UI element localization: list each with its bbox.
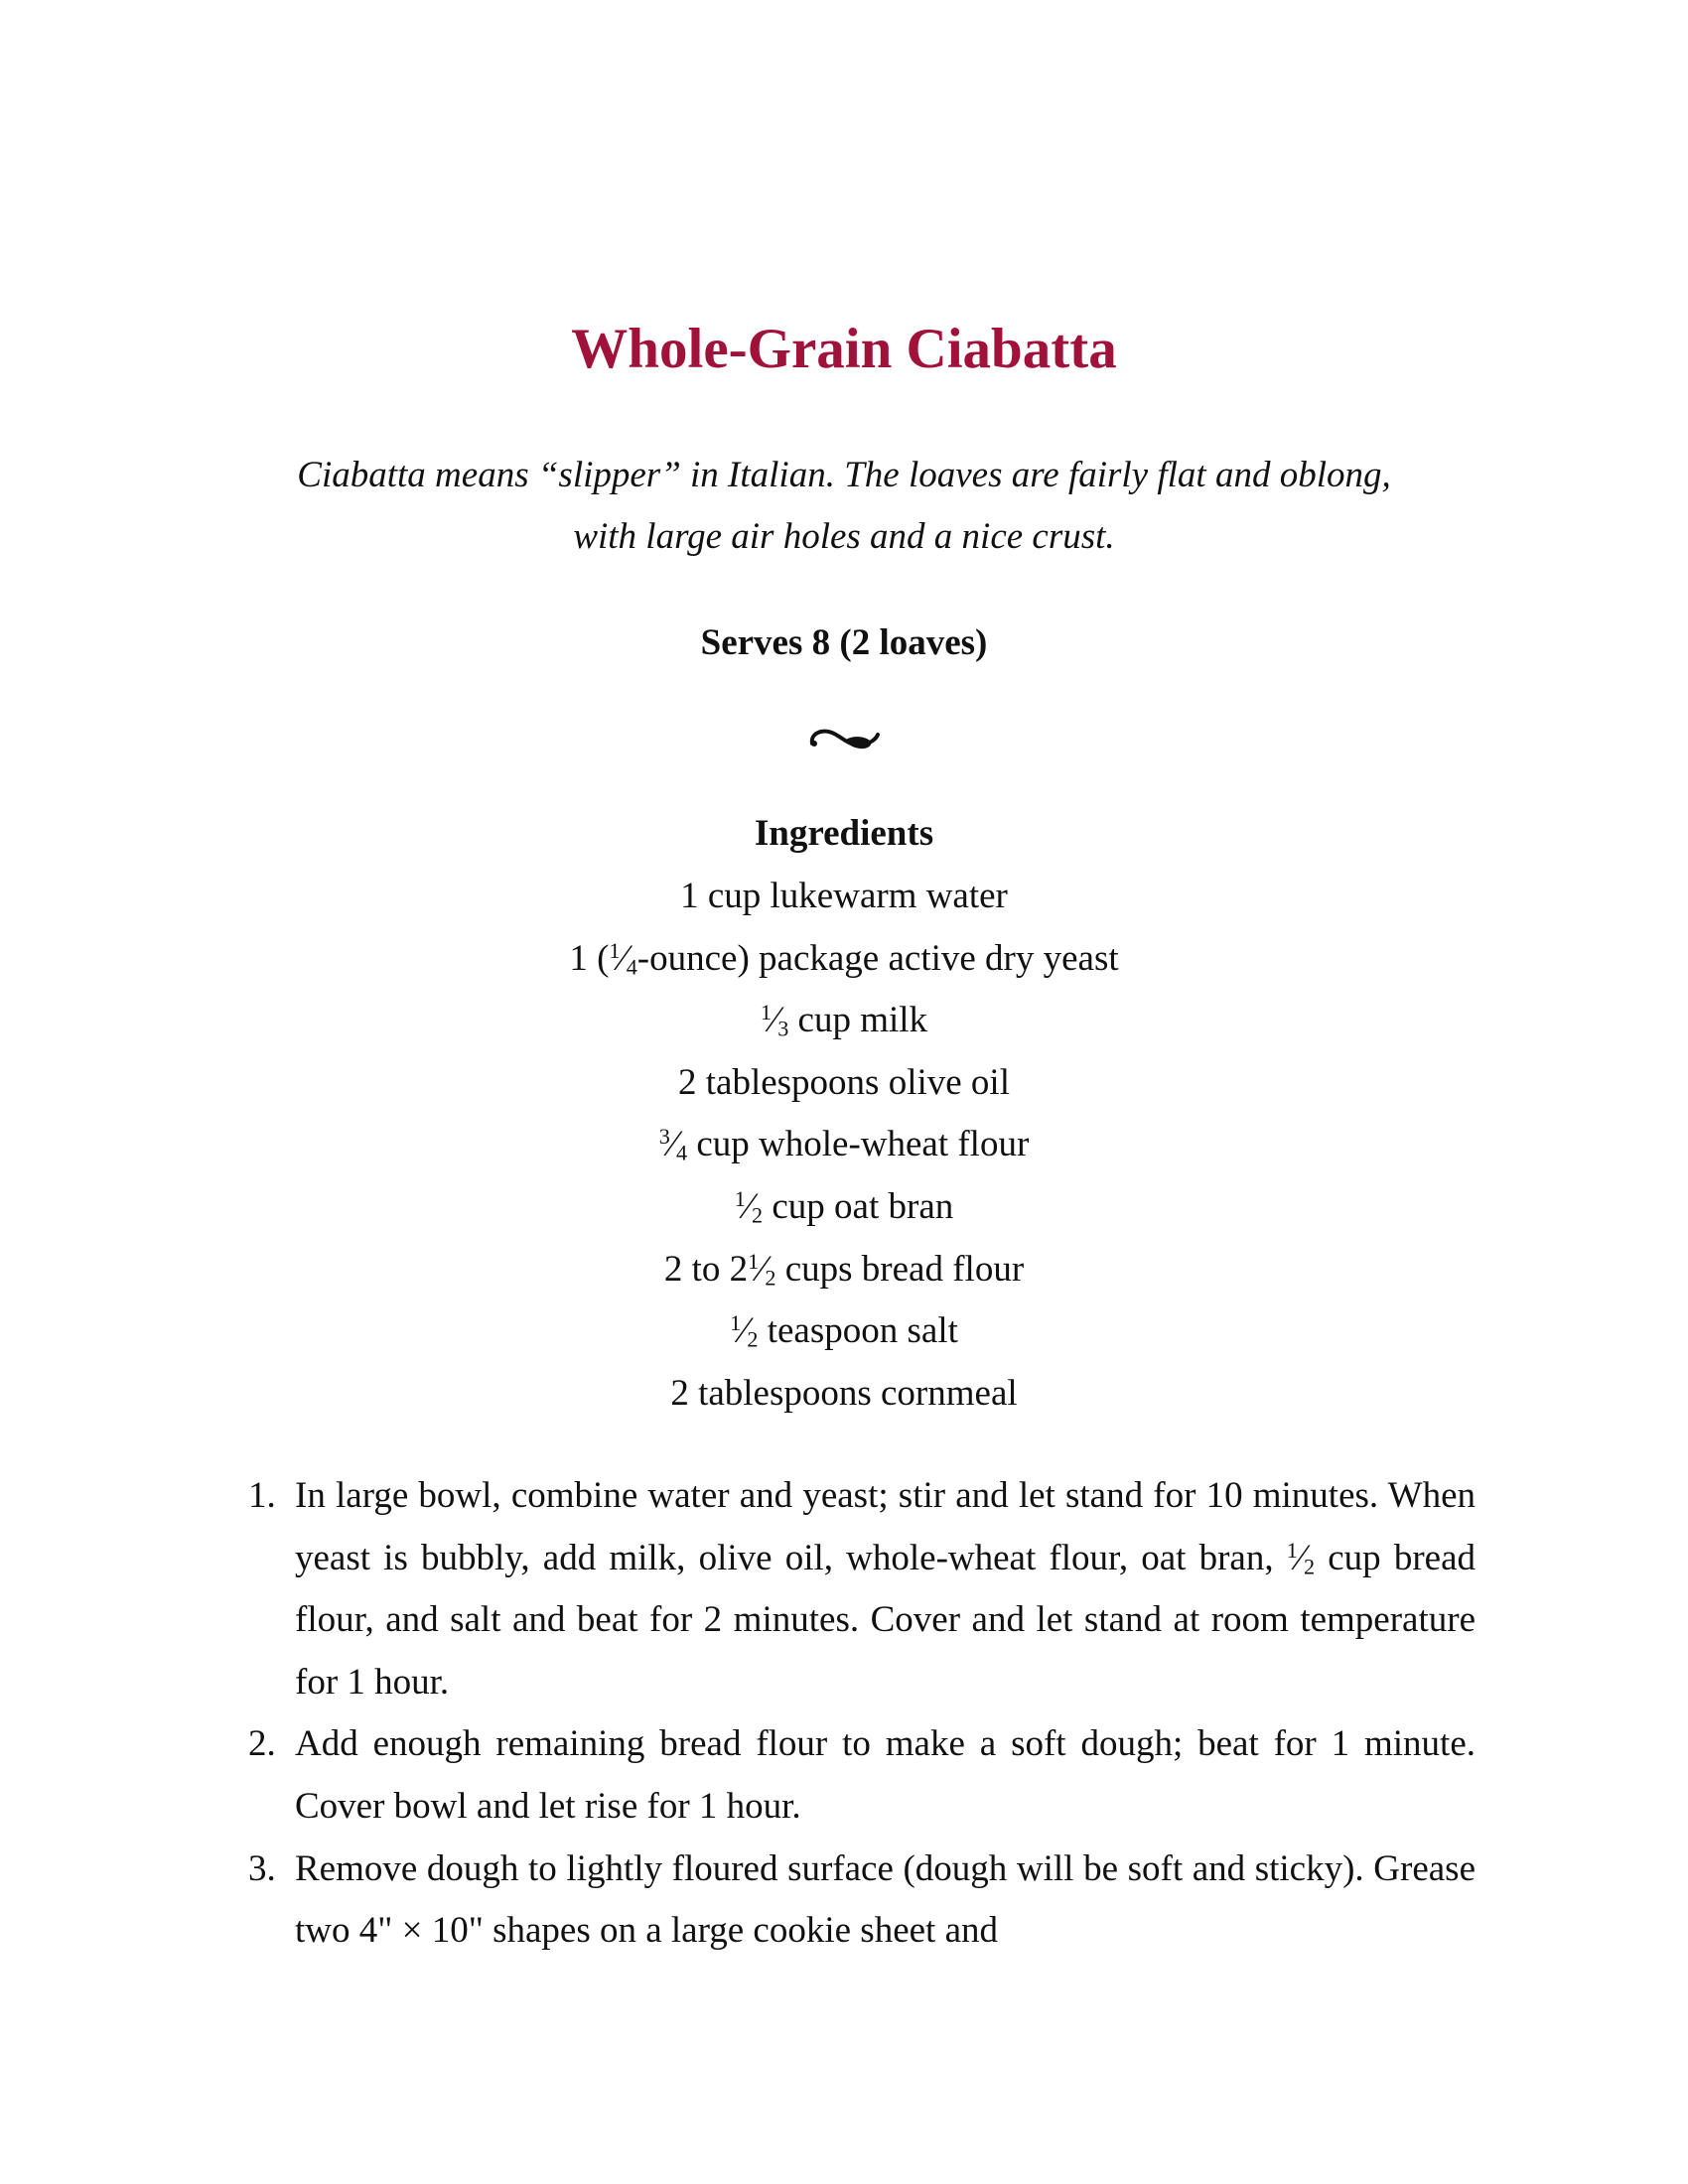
ingredient-text-rest: -ounce) package active dry yeast [636,937,1119,979]
step-text: Remove dough to lightly floured surface (dough will be soft and sticky). Grease two 4" × 10" shapes on a large cookie sheet and [295,1847,1476,1952]
ingredient-item [0,928,1688,991]
fraction-numerator: 1 [609,937,621,963]
ingredient-item [0,990,1688,1052]
fraction: $^1⁄_2$ [734,1185,764,1228]
ingredient-text-rest: teaspoon salt [758,1310,958,1352]
step-text: Add enough remaining bread flour to make a soft dough; beat for 1 minute. Cover bowl and let rise for 1 hour. [295,1723,1476,1827]
fraction-denominator: 3 [777,1016,789,1041]
fraction-denominator: 4 [626,954,637,980]
fraction-numerator: 1 [1286,1537,1298,1563]
intro-line-2: with large air holes and a nice crust. [573,516,1115,557]
fraction-numerator: 3 [658,1124,670,1150]
fraction-numerator: 1 [730,1309,742,1335]
ingredient-text-rest: cup whole-wheat flour [687,1124,1030,1165]
ingredient-text-rest: cup oat bran [763,1185,954,1227]
flourish-ornament-icon [804,720,884,759]
ingredient-text: 2 tablespoons cornmeal [670,1372,1018,1414]
ingredient-text-rest: cups bread flour [775,1248,1025,1290]
fraction-numerator: 1 [760,999,773,1024]
ingredient-item [0,1363,1688,1426]
ingredient-item [0,1300,1688,1363]
fraction: $^1⁄_4$ [609,937,637,980]
serves-info: Serves 8 (2 loaves) [700,622,988,663]
fraction: $^3⁄_4$ [658,1124,688,1165]
ingredient-text: 2 to 2 [663,1248,749,1290]
ingredient-text: 2 tablespoons olive oil [678,1061,1010,1103]
fraction: $^1⁄_2$ [1286,1537,1316,1579]
step-item [248,1713,1476,1838]
ingredient-item [0,1052,1688,1115]
ingredient-text: 1 ( [569,937,610,979]
step-item [248,1465,1476,1713]
ingredient-item [0,1114,1688,1176]
ingredient-text-rest: cup milk [788,1000,928,1041]
intro-line-1: Ciabatta means “slipper” in Italian. The loaves are fairly flat and oblong, [297,455,1391,495]
fraction: $^1⁄_3$ [760,999,789,1041]
fraction-denominator: 2 [752,1202,764,1228]
ingredient-item [0,1239,1688,1301]
ingredient-text: 1 cup lukewarm water [680,876,1008,916]
fraction-numerator: 1 [748,1248,760,1274]
fraction-denominator: 2 [765,1265,776,1290]
step-number: 3. [248,1847,276,1889]
ingredients-list [0,866,1688,1425]
step-number: 1. [248,1475,276,1516]
recipe-title: Whole-Grain Ciabatta [571,318,1117,380]
step-number: 2. [248,1723,276,1765]
steps-list [248,1465,1476,1963]
ingredients-heading: Ingredients [754,813,934,854]
ingredient-item [0,1176,1688,1239]
fraction-denominator: 2 [747,1326,759,1352]
fraction: $^1⁄_2$ [748,1248,776,1290]
fraction-denominator: 2 [1304,1554,1316,1579]
ingredient-item [0,866,1688,928]
fraction: $^1⁄_2$ [730,1309,759,1352]
recipe-intro [199,445,1489,568]
step-item [248,1839,1476,1963]
step-text-rest: cup bread flour, and salt and beat for 2 minutes. Cover and let stand at room temperature for 1 hour. [295,1537,1476,1703]
fraction-numerator: 1 [734,1185,746,1211]
step-text: In large bowl, combine water and yeast; stir and let stand for 10 minutes. When yeast is bubbly, add milk, olive oil, whole-wheat flour, oat bran, [295,1475,1476,1578]
fraction-denominator: 4 [676,1140,688,1165]
